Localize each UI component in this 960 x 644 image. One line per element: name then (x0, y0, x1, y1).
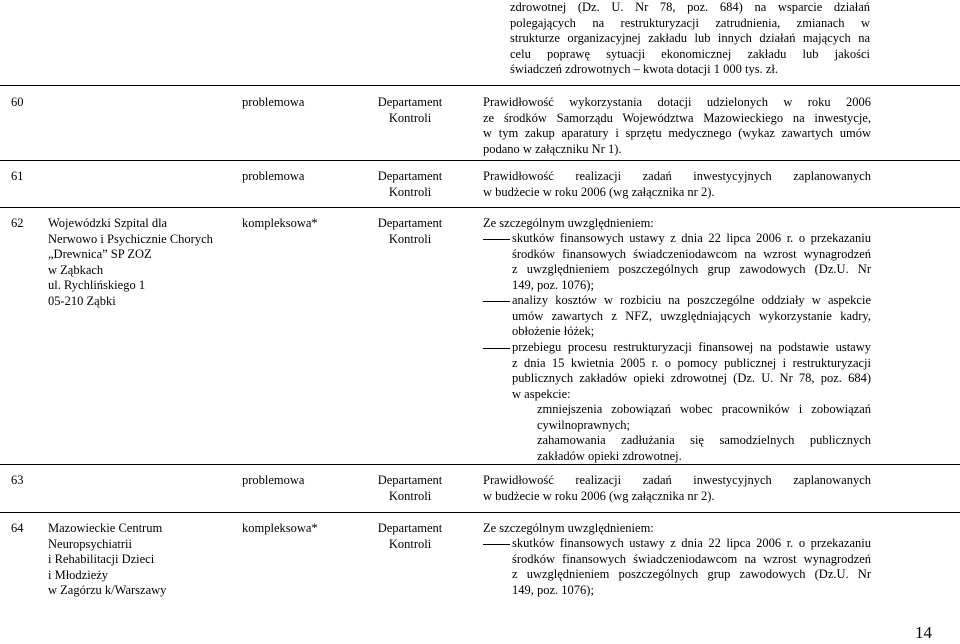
inspection-type: problemowa (242, 169, 305, 183)
entity-name-line: ul. Rychlińskiego 1 (48, 278, 146, 293)
text-line: w aspekcie: (512, 386, 571, 401)
text-line: polegających na restrukturyzacji zatrudnienia, zmianach w (510, 15, 870, 30)
scope-bullet (512, 293, 871, 340)
entity-name-line: w Ząbkach (48, 262, 104, 277)
text-line: zahamowania zadłużania się samodzielnych publicznych (537, 433, 871, 447)
bullet-dash (483, 348, 510, 349)
entity-name (48, 216, 238, 310)
department-line: Kontroli (388, 231, 432, 246)
text-line: środków finansowych świadczeniodawcom na wzrost wynagrodzeń (512, 551, 871, 566)
department-line: Departament (377, 473, 443, 487)
department (355, 473, 465, 504)
department (355, 169, 465, 200)
text-line: w tym zakup aparatury i sprzętu medycznego (wykaz zawartych umów (483, 126, 871, 141)
text-line: przebiegu procesu restrukturyzacji finansowej na podstawie ustawy (512, 340, 871, 354)
text-line: środków finansowych świadczeniodawcom na wzrost wynagrodzeń (512, 246, 871, 261)
text-line: podano w załączniku Nr 1). (483, 141, 622, 156)
entity-name-line: 05-210 Ząbki (48, 293, 116, 308)
inspection-scope (483, 473, 871, 504)
page-number: 14 (915, 623, 932, 642)
inspection-type: kompleksowa* (242, 216, 318, 230)
text-line: cywilnoprawnych; (537, 417, 631, 432)
scope-bullet (512, 231, 871, 293)
scope-bullet (512, 340, 871, 402)
entity-name-line: Neuropsychiatrii (48, 536, 133, 551)
department-line: Kontroli (388, 536, 432, 551)
inspection-type: kompleksowa* (242, 521, 318, 535)
department-line: Departament (377, 95, 443, 109)
text-line: umów zawartych z NFZ, uwzględniających wykorzystanie kadry, (512, 308, 871, 323)
text-line: skutków finansowych ustawy z dnia 22 lipca 2006 r. o przekazaniu (512, 536, 871, 550)
department (355, 95, 465, 126)
entity-name-line: Mazowieckie Centrum (48, 521, 163, 535)
row-number: 63 (11, 473, 24, 487)
text-line: Prawidłowość wykorzystania dotacji udzielonych w roku 2006 (483, 95, 871, 109)
inspection-scope (483, 95, 871, 157)
entity-name-line: w Zagórzu k/Warszawy (48, 583, 167, 598)
department-line: Kontroli (388, 110, 432, 125)
row-separator (0, 512, 960, 513)
inspection-type: problemowa (242, 473, 305, 487)
bullet-dash (483, 544, 510, 545)
text-line: publicznych zakładów opieki zdrowotnej (Dz. U. Nr 78, poz. 684) (512, 371, 871, 386)
text-line: Prawidłowość realizacji zadań inwestycyjnych zaplanowanych (483, 169, 871, 183)
row-separator (0, 160, 960, 161)
text-line: Prawidłowość realizacji zadań inwestycyjnych zaplanowanych (483, 473, 871, 487)
text-line: analizy kosztów w rozbiciu na poszczególne oddziały w aspekcie (512, 293, 871, 307)
inspection-type: problemowa (242, 95, 305, 109)
row-number: 61 (11, 169, 24, 183)
entity-name-line: i Młodzieży (48, 567, 109, 582)
department-line: Departament (377, 169, 443, 183)
department (355, 216, 465, 247)
text-line: z dnia 15 kwietnia 2005 r. o pomocy publicznej i restrukturyzacji (512, 355, 871, 370)
entity-name (48, 521, 238, 599)
row-separator (0, 85, 960, 86)
text-line: w budżecie w roku 2006 (wg załącznika nr 2). (483, 184, 715, 199)
department-line: Departament (377, 216, 443, 230)
entity-name-line: „Drewnica” SP ZOZ (48, 247, 152, 262)
text-line: ze środków Samorządu Województwa Mazowieckiego na inwestycje, (483, 110, 871, 125)
text-line: z uwzględnieniem poszczególnych grup zawodowych (Dz.U. Nr (512, 567, 871, 582)
department-line: Kontroli (388, 488, 432, 503)
text-line: zdrowotnej (Dz. U. Nr 78, poz. 684) na wsparcie działań (510, 0, 870, 14)
entity-name-line: i Rehabilitacji Dzieci (48, 552, 155, 567)
entity-name-line: Nerwowo i Psychicznie Chorych (48, 231, 213, 246)
text-line: skutków finansowych ustawy z dnia 22 lipca 2006 r. o przekazaniu (512, 231, 871, 245)
continued-scope-text (510, 0, 870, 78)
bullet-dash (483, 239, 510, 240)
entity-name-line: Wojewódzki Szpital dla (48, 216, 168, 230)
text-line: celu poprawę sytuacji ekonomicznej zakładu lub jakości (510, 46, 870, 61)
text-line: 149, poz. 1076); (512, 582, 594, 597)
text-line: zmniejszenia zobowiązań wobec pracowników i zobowiązań (537, 402, 871, 416)
scope-bullet (512, 536, 871, 598)
row-number: 62 (11, 216, 24, 230)
scope-sub-item (537, 402, 871, 433)
department-line: Kontroli (388, 184, 432, 199)
text-line: z uwzględnieniem poszczególnych grup zawodowych (Dz.U. Nr (512, 262, 871, 277)
scope-sub-item (537, 433, 871, 464)
bullet-dash (483, 301, 510, 302)
text-line: zakładów opieki zdrowotnej. (537, 448, 682, 463)
text-line: obłożenie łóżek; (512, 324, 595, 339)
department-line: Departament (377, 521, 443, 535)
department (355, 521, 465, 552)
row-number: 60 (11, 95, 24, 109)
text-line: 149, poz. 1076); (512, 277, 594, 292)
inspection-scope (483, 169, 871, 200)
text-line: w budżecie w roku 2006 (wg załącznika nr 2). (483, 488, 715, 503)
row-separator (0, 207, 960, 208)
scope-intro: Ze szczególnym uwzględnieniem: (483, 216, 654, 230)
text-line: strukturze organizacyjnej zakładu lub innych działań mających na (510, 31, 870, 46)
row-number: 64 (11, 521, 24, 535)
scope-intro: Ze szczególnym uwzględnieniem: (483, 521, 654, 535)
text-line: świadczeń zdrowotnych – kwota dotacji 1 000 tys. zł. (510, 62, 778, 77)
